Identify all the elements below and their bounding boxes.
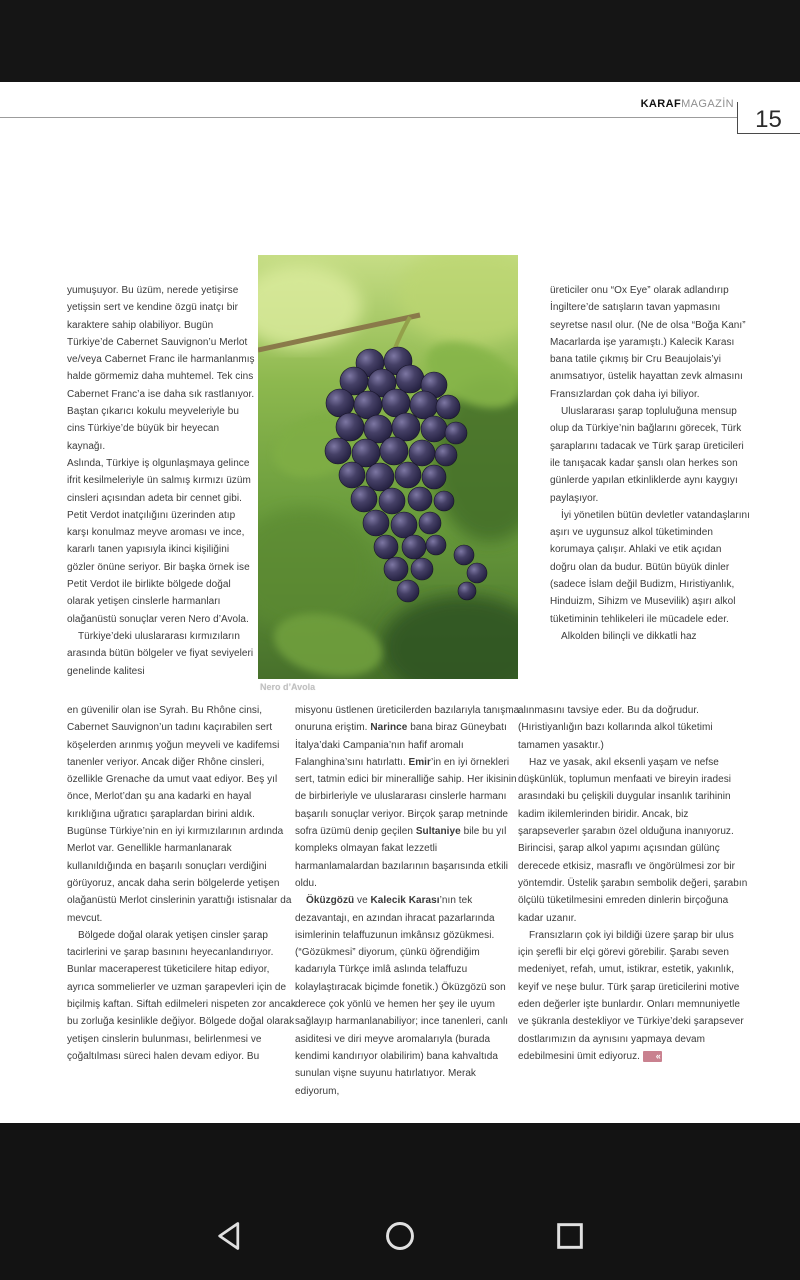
- status-bar: [0, 0, 800, 82]
- recents-button[interactable]: [553, 1219, 587, 1253]
- column-1-upper: yumuşuyor. Bu üzüm, nerede yetişirse yetişsin sert ve kendine özgü inatçı bir karaktere sahip olabiliyor. Bugün Türkiye’de Cabernet Sauvignon’u Merlot ve/veya Cabernet Franc ile harmanlanmış halde görmemiz daha muhtemel. Tek cins Cabernet Franc’a ise daha sık rastlanıyor. Baştan çıkarıcı kokulu meyveleriyle bu cins Türkiye’de büyük bir heyecan kaynağı. Aslında, Türkiye iş olgunlaşmaya gelince ifrit kesilmeleriyle ün salmış kırmızı üzüm cinsleri açısından adeta bir cennet gibi. Petit Verdot inatçılığını üzerinden atıp karşı konulmaz meyve aroması ve ince, kararlı tanen yapısıyla ikinci kişiliğini gözler önüne seriyor. Bir başka örnek ise Petit Verdot ile birlikte bölgede doğal olarak yetişen cinslerle harmanları olağanüstü sonuçlar veren Nero d’Avola. Türkiye’deki uluslararası kırmızıların arasında bütün bölgeler ve fiyat seviyeleri genelinde kalitesi: [67, 285, 255, 677]
- grape-photo-art: [258, 255, 518, 679]
- page-number: 15: [755, 106, 782, 133]
- column-3-upper: üreticiler onu “Ox Eye” olarak adlandırıp İngiltere’de satışların tavan yapmasını seyretse nasıl olur. (Ne de olsa “Boğa Kanı” Macarlarda işe yaramıştı.) Kalecik Karası bana tatile çıkmış bir Cru Beaujolais’yi anımsatıyor, üstelik hayattan zevk almasını Fransızlardan çok daha iyi biliyor. Uluslararası şarap topluluğuna mensup olup da Türkiye’nin bağlarını görecek, Türk şaraplarını tadacak ve Türk şarap üreticileri ile tanışacak kadar şanslı olan herkes son günlerde yapılan etkinliklerde aynı kaygıyı paylaşıyor. İyi yönetilen bütün devletler vatandaşlarını aşırı ve uygunsuz alkol tüketiminden korumaya çalışır. Ahlaki ve etik açıdan doğru olan da budur. Bütün büyük dinler (sadece İslam değil Budizm, Hıristiyanlık, Hinduizm, Sihizm ve Musevilik) aşırı alkol tüketiminin tehlikeleri ile mücadele eder. Alkolden bilinçli ve dikkatli haz: [550, 285, 750, 642]
- magazine-page: [0, 82, 800, 1123]
- column-2-lower: misyonu üstlenen üreticilerden bazılarıyla tanışma onuruna eriştim. Narince bana biraz Güneybatı İtalya’daki Campania’nın hafif aromalı Falanghina’sını hatırlattı. Emir’in en iyi örnekleri sert, tatmin edici bir mineralliğe sahip. Her ikisinin de birbirleriyle ve uluslararası cinslerle harmanı başarılı sonuçlar veriyor. Birçok şarap metninde sofra üzümü denip geçilen Sultaniye bile bu yıl kompleks olmayan fakat lezzetli harmanlamalardan bazılarının başarısında etkili oldu. Öküzgözü ve Kalecik Karası’nın tek dezavantajı, en azından ihracat pazarlarında isimlerinin telaffuzunun imkânsız gözükmesi. (“Gözükmesi” diyorum, çünkü öğrendiğim kadarıyla Türkçe imlâ aslında telaffuzu kolaylaştıracak biçimde fonetik.) Öküzgözü son derece çok yönlü ve hemen her şey ile uyum sağlayıp harmanlanabiliyor; ince tanenleri, canlı asiditesi ve diri meyve aromalarıyla (burada kendimi kandırıyor olabilirim) bana kahvaltıda sunulan vişne suyunu hatırlatıyor. Merak ediyorum,: [295, 705, 520, 1097]
- grape-photo: [258, 255, 518, 679]
- back-icon: [214, 1219, 248, 1253]
- home-button[interactable]: [383, 1219, 417, 1253]
- page-number-underline: [737, 133, 800, 134]
- home-icon: [383, 1219, 417, 1253]
- navigation-bar: [0, 1123, 800, 1280]
- brand-bold: KARAF: [640, 98, 682, 110]
- column-3-lower: alınmasını tavsiye eder. Bu da doğrudur. (Hıristiyanlığın bazı kollarında alkol tüketimi tamamen yasaktır.) Haz ve yasak, akıl eksenli yaşam ve nefse düşkünlük, toplumun menfaati ve bireyin iradesi arasındaki bu çelişkili duygular insanlık tarihinin kadim ikilemlerinden biridir. Ancak, biz şarapseverler şarabın özel olduğuna inanıyoruz. Birincisi, şarap alkol yapımı açısından gülünç derecede etkisiz, masraflı ve öngörülmesi zor bir yöntemdir. Üstelik şarabın sembolik değeri, şarabın ölçülü tüketilmesini emreden dinlerin birçoğuna kadar uzanır. Fransızların çok iyi bildiği üzere şarap bir ulus için şerefli bir elçi görevi görebilir. Şarabı seven medeniyet, refah, umut, istikrar, estetik, yakınlık, keyif ve neşe bulur. Türk şarap üreticilerini motive eden değerler işte bunlardır. Onları memnuniyetle ve şükranla destekliyor ve Türkiye’deki şarapsever dostlarımızın da aynısını yapmaya devam edebilmesini ümit ediyoruz. «: [518, 705, 748, 1062]
- column-1-lower: en güvenilir olan ise Syrah. Bu Rhône cinsi, Cabernet Sauvignon’un tadını kaçırabilen sert köşelerden arınmış yoğun meyveli ve kadifemsi tanenler veriyor. Ancak diğer Rhône cinsleri, özellikle Grenache da umut vaat ediyor. Beş yıl önce, Merlot’dan şu ana kadarki en hayal kırıklığına uğratıcı şaraplardan birini aldık. Bugünse Türkiye’nin en iyi kırmızılarının ardında Merlot var. Genellikle harmanlanarak kullanıldığında en başarılı sonuçları verdiğini görüyoruz, ancak daha serin bölgelerde yetişen olağanüstü Merlot cinslerinin yarattığı istisnalar da mevcut. Bölgede doğal olarak yetişen cinsler şarap tacirlerini ve şarap basınını heyecanlandırıyor. Bunlar maceraperest tüketicilere hitap ediyor, ayrıca sommelierler ve uzman şarapevleri için de biçilmiş kaftan. Siftah edilmeleri nispeten zor ancak bu zorluğa kesinlikle değiyor. Bölgede doğal olarak yetişen cinslerin bulunması, belirlenmesi ve çoğaltılması süreci halen devam ediyor. Bu: [67, 705, 296, 1062]
- photo-caption: Nero d’Avola: [260, 682, 316, 692]
- brand-light: MAGAZİN: [681, 98, 734, 110]
- back-button[interactable]: [214, 1219, 248, 1253]
- magazine-brand: [641, 98, 734, 110]
- recents-icon: [553, 1219, 587, 1253]
- header-rule: [0, 117, 737, 118]
